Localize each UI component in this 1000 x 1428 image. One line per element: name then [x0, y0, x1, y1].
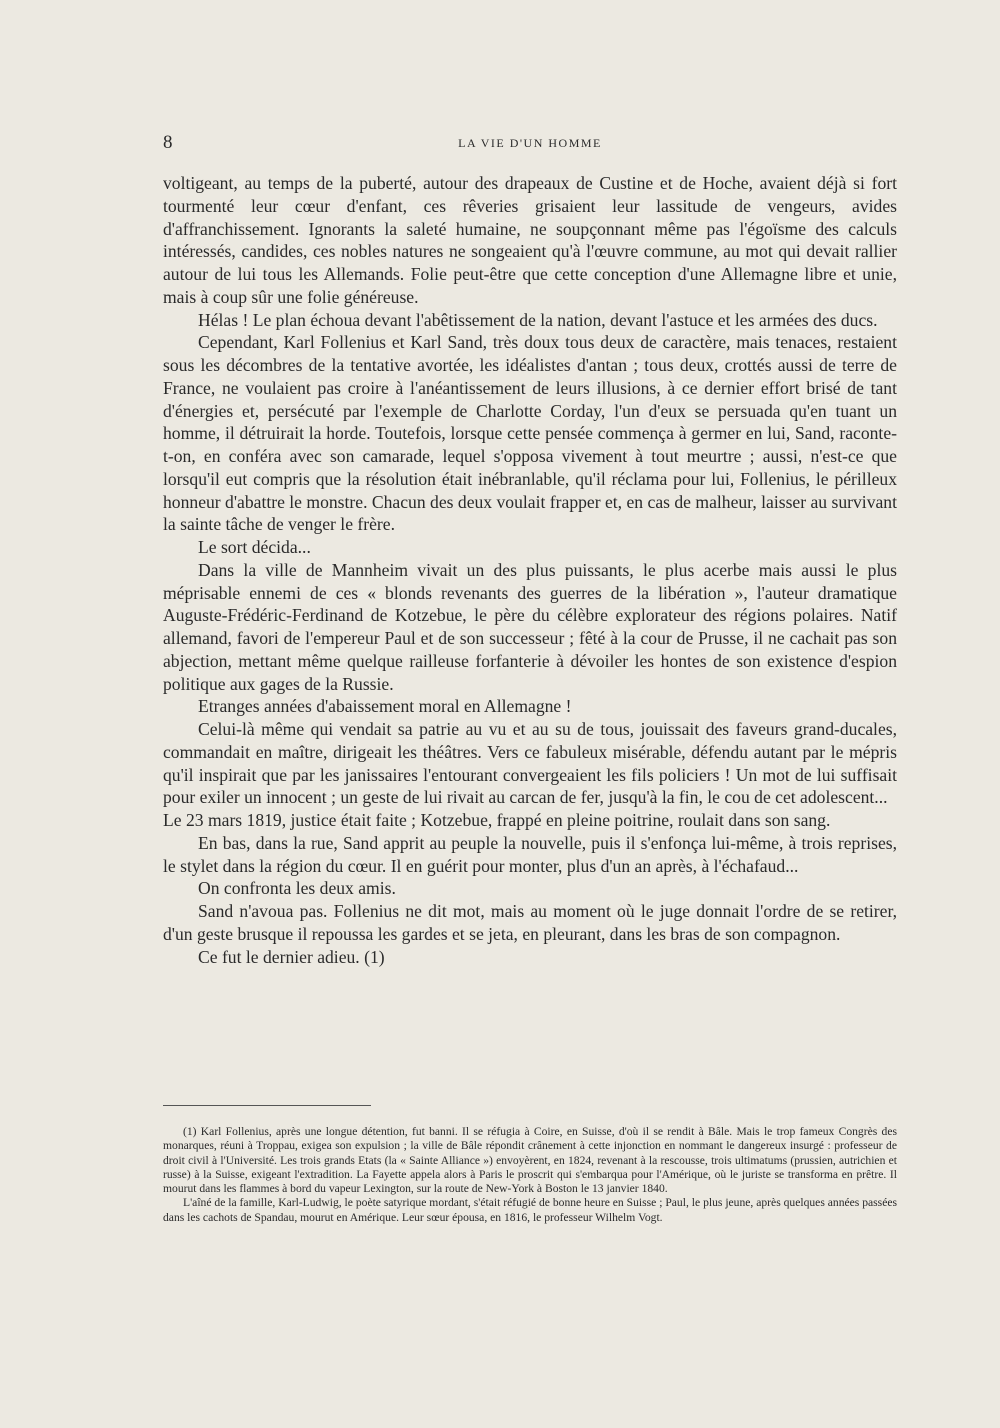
footnotes: [163, 1125, 897, 1225]
footnote: (1) Karl Follenius, après une longue détention, fut banni. Il se réfugia à Coire, en Suisse, d'où il se rendit à Bâle. Mais le trop fameux Congrès des monarques, réuni à Troppau, exigea son expulsion ; la ville de Bâle répondit crânement à cette injonction en nommant le dangereux insurgé : professeur de droit civil à l'Université. Les trois grands Etats (la « Sainte Alliance ») envoyèrent, en 1824, revenant à la rescousse, trois ultimatums (prussien, autrichien et russe) à la Suisse, exigeant l'extradition. La Fayette appela alors à Paris le proscrit qui s'embarqua pour l'Amérique, où le juriste se transforma en prêtre. Il mourut dans les flammes à bord du vapeur Lexington, sur la route de New-York à Boston le 13 janvier 1840.: [163, 1125, 897, 1196]
page-number: 8: [163, 132, 173, 153]
paragraph: Ce fut le dernier adieu. (1): [198, 946, 385, 967]
body-text: [163, 172, 897, 968]
running-head: LA VIE D'UN HOMME: [458, 136, 602, 150]
footnote-divider: [163, 1105, 371, 1106]
paragraph: Etranges années d'abaissement moral en Allemagne !: [198, 696, 572, 717]
paragraph: Hélas ! Le plan échoua devant l'abêtissement de la nation, devant l'astuce et les armées des ducs.: [198, 309, 878, 330]
paragraph: Sand n'avoua pas. Follenius ne dit mot, mais au moment où le juge donnait l'ordre de se retirer, d'un geste brusque il repoussa les gardes et se jeta, en pleurant, dans les bras de son compagnon.: [163, 901, 897, 944]
paragraph: Le sort décida...: [198, 537, 311, 557]
page-header: [163, 131, 897, 155]
paragraph: On confronta les deux amis.: [198, 878, 396, 899]
paragraph: voltigeant, au temps de la puberté, autour des drapeaux de Custine et de Hoche, avaient déjà si fort tourmenté leur cœur d'enfant, ces rêveries grisaient leur lassitude de vengeurs, avides d'affranchissement. Ignorants la saleté humaine, ne soupçonnant même pas l'égoïsme des calculs intéressés, candides, ces nobles natures ne songeaient qu'à l'œuvre commune, au mot qui devait rallier autour de lui tous les Allemands. Folie peut-être que cette conception d'une Allemagne libre et unie, mais à coup sûr une folie généreuse.: [163, 173, 897, 307]
paragraph: Dans la ville de Mannheim vivait un des plus puissants, le plus acerbe mais aussi le plus méprisable ennemi de ces « blonds revenants des guerres de la libération », l'auteur dramatique Auguste-Frédéric-Ferdinand de Kotzebue, le père du célèbre explorateur des régions polaires. Natif allemand, favori de l'empereur Paul et de son successeur ; fêté à la cour de Prusse, il ne cachait pas son abjection, mettant même quelque railleuse forfanterie à dévoiler les hontes de son existence d'espion politique aux gages de la Russie.: [163, 559, 897, 694]
footnote: L'aîné de la famille, Karl-Ludwig, le poète satyrique mordant, s'était réfugié de bonne heure en Suisse ; Paul, le plus jeune, après quelques années passées dans les cachots de Spandau, mourut en Amérique. Leur sœur épousa, en 1816, le professeur Wilhelm Vogt.: [163, 1196, 897, 1224]
paragraph: En bas, dans la rue, Sand apprit au peuple la nouvelle, puis il s'enfonça lui-même, à trois reprises, le stylet dans la région du cœur. Il en guérit pour monter, plus d'un an après, à l'échafaud...: [163, 832, 897, 876]
paragraph: Le 23 mars 1819, justice était faite ; Kotzebue, frappé en pleine poitrine, roulait dans son sang.: [163, 810, 831, 830]
paragraph: Cependant, Karl Follenius et Karl Sand, très doux tous deux de caractère, mais tenaces, restaient sous les décombres de la tentative avortée, les idéalistes d'antan ; tous deux, crottés aussi de terre de France, ne voulaient pas croire à l'anéantissement de leurs illusions, à ce dernier effort brisé de tant d'énergies et, persécuté par l'exemple de Charlotte Corday, l'un d'eux se persuada qu'en tuant un homme, il détruirait la horde. Toutefois, lorsque cette pensée commença à germer en lui, Sand, raconte-t-on, en conféra avec son camarade, lequel s'opposa vivement à tout meurtre ; aussi, n'est-ce que lorsqu'il eut compris que la résolution était inébranlable, qu'il réclama pour lui, Follenius, le périlleux honneur d'abattre le monstre. Chacun des deux voulait frapper et, en cas de malheur, laisser au survivant la sainte tâche de venger le frère.: [163, 332, 897, 535]
paragraph: Celui-là même qui vendait sa patrie au vu et au su de tous, jouissait des faveurs grand-ducales, commandait en maître, dirigeait les théâtres. Vers ce fabuleux misérable, défendu autant par le mépris qu'il inspirait que par les janissaires l'entourant convergeaient les fils policiers ! Un mot de lui suffisait pour exiler un innocent ; un geste de lui rivait au carcan de fer, jusqu'à la fin, le cou de cet adolescent...: [163, 719, 897, 808]
